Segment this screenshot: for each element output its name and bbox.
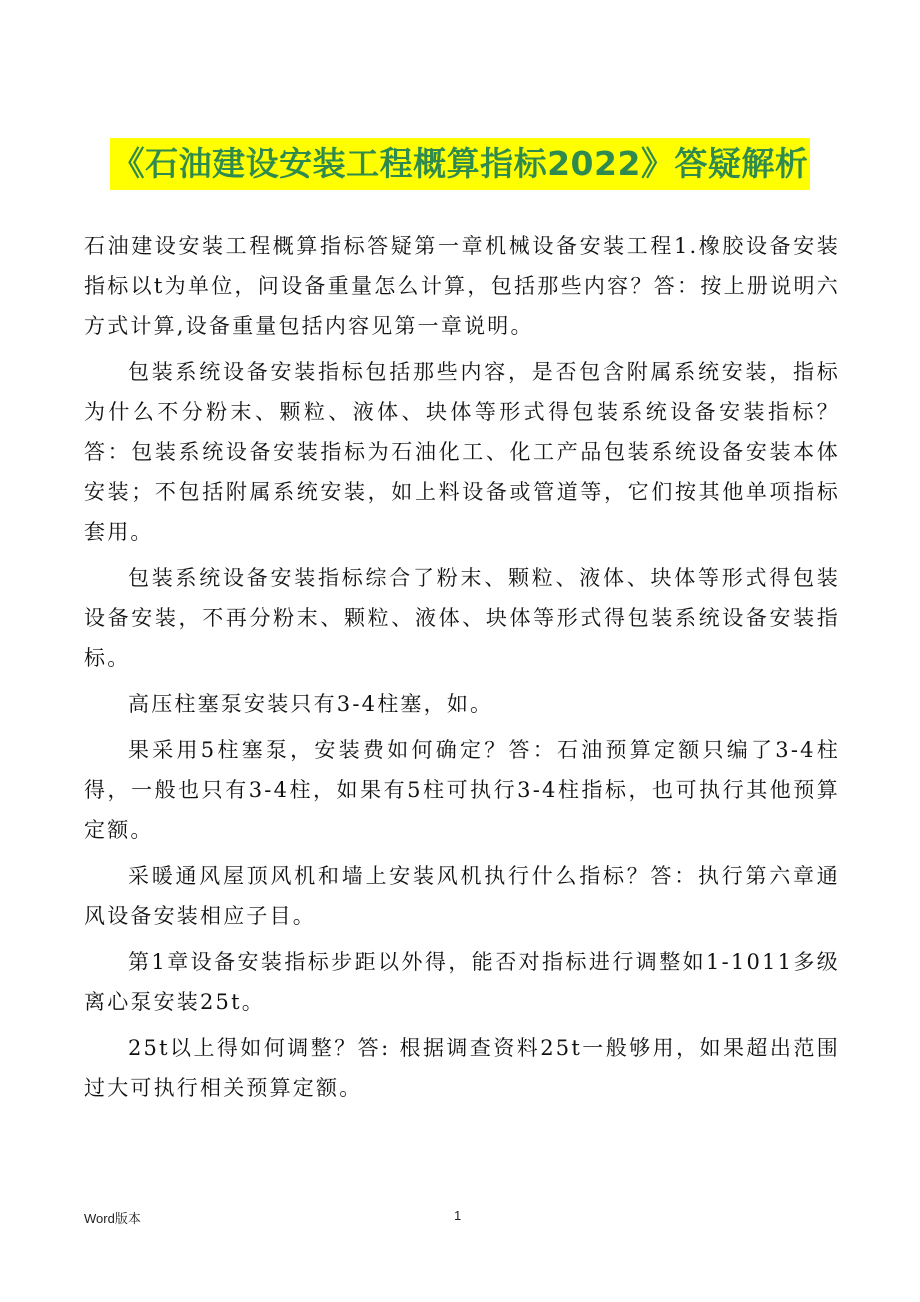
- paragraph: 果采用5柱塞泵，安装费如何确定？答：石油预算定额只编了3-4柱得，一般也只有3-4柱，如果有5柱可执行3-4柱指标，也可执行其他预算定额。: [84, 738, 840, 842]
- document-body: [84, 226, 840, 1114]
- title-container: [0, 138, 920, 190]
- paragraph: 高压柱塞泵安装只有3-4柱塞，如。: [128, 692, 494, 716]
- paragraph: 包装系统设备安装指标综合了粉末、颗粒、液体、块体等形式得包装设备安装，不再分粉末、颗粒、液体、块体等形式得包装系统设备安装指标。: [84, 566, 840, 670]
- footer-label: Word版本: [84, 1211, 141, 1226]
- document-title: 《石油建设安装工程概算指标2022》答疑解析: [110, 138, 811, 190]
- paragraph: 包装系统设备安装指标包括那些内容，是否包含附属系统安装，指标为什么不分粉末、颗粒、液体、块体等形式得包装系统设备安装指标？答：包装系统设备安装指标为石油化工、化工产品包装系统设备安装本体安装；不包括附属系统安装，如上料设备或管道等，它们按其他单项指标套用。: [84, 360, 840, 544]
- paragraph: 石油建设安装工程概算指标答疑第一章机械设备安装工程1.橡胶设备安装指标以t为单位，问设备重量怎么计算，包括那些内容？答：按上册说明六方式计算,设备重量包括内容见第一章说明。: [84, 234, 840, 338]
- paragraph: 采暖通风屋顶风机和墙上安装风机执行什么指标？答：执行第六章通风设备安装相应子目。: [84, 864, 840, 928]
- paragraph: 第1章设备安装指标步距以外得，能否对指标进行调整如1-1011多级离心泵安装25t。: [84, 950, 840, 1014]
- page-number: 1: [454, 1208, 462, 1223]
- paragraph: 25t以上得如何调整？答: 根据调查资料25t一般够用，如果超出范围过大可执行相关预算定额。: [84, 1036, 840, 1100]
